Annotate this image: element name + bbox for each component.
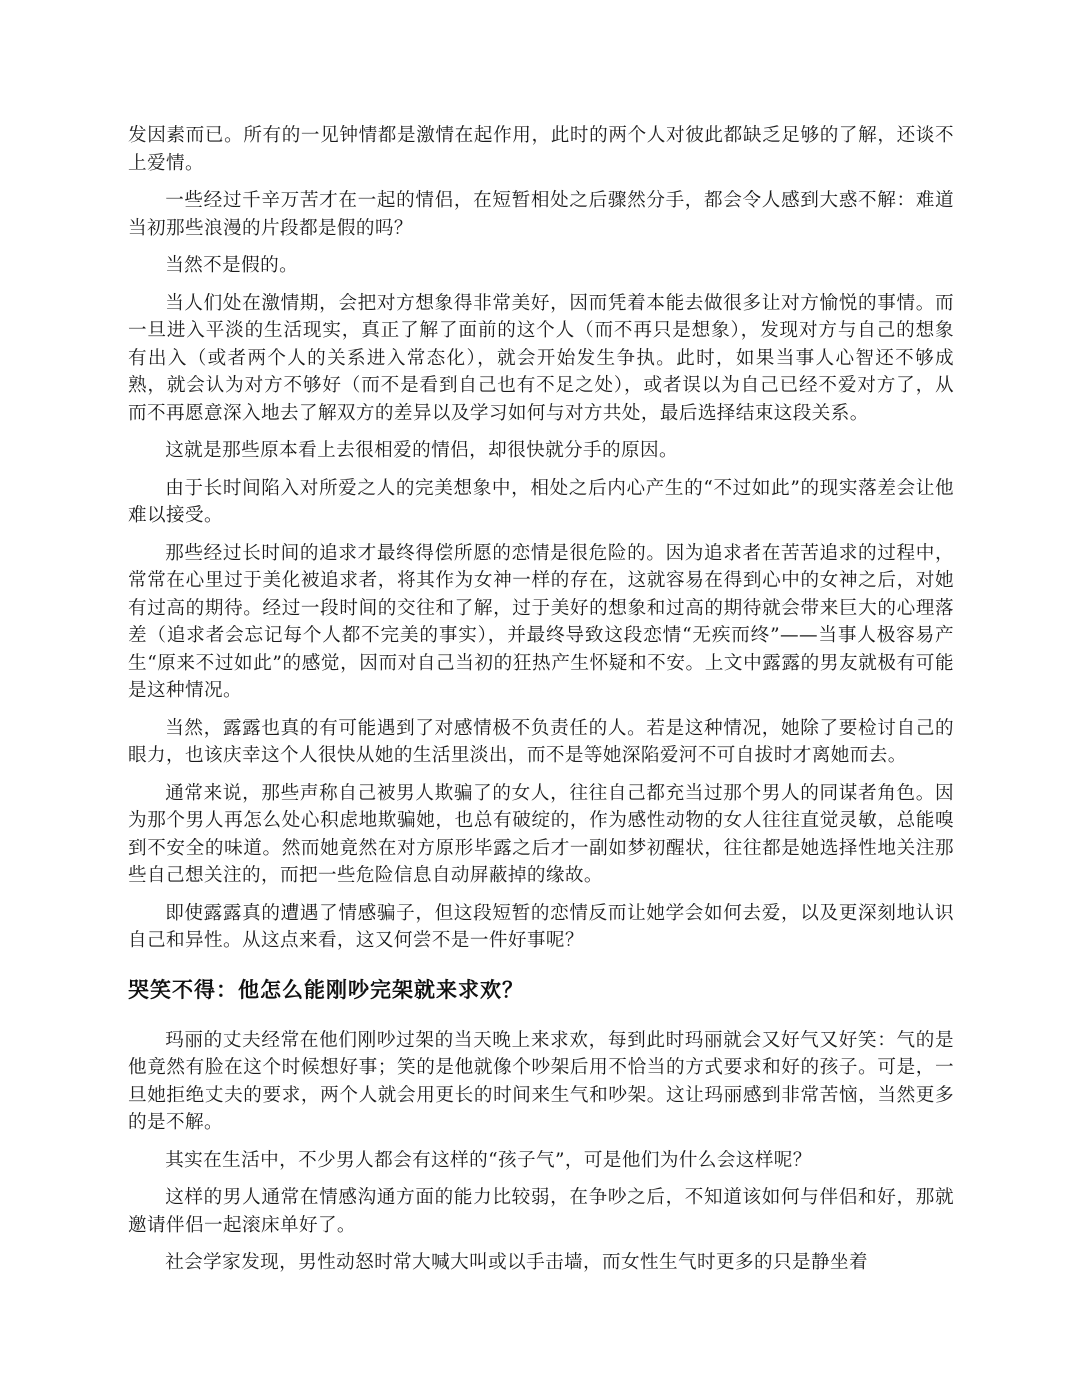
book-page bbox=[128, 122, 954, 1287]
paragraph-continuation: 发因素而已。所有的一见钟情都是激情在起作用，此时的两个人对彼此都缺乏足够的了解，还谈不上爱情。 bbox=[128, 125, 954, 174]
paragraph: 一些经过千辛万苦才在一起的情侣，在短暂相处之后骤然分手，都会令人感到大惑不解：难道当初那些浪漫的片段都是假的吗？ bbox=[128, 190, 954, 239]
paragraph: 这样的男人通常在情感沟通方面的能力比较弱，在争吵之后，不知道该如何与伴侣和好，那就邀请伴侣一起滚床单好了。 bbox=[128, 1187, 954, 1236]
paragraph: 那些经过长时间的追求才最终得偿所愿的恋情是很危险的。因为追求者在苦苦追求的过程中，常常在心里过于美化被追求者，将其作为女神一样的存在，这就容易在得到心中的女神之后，对她有过高的期待。经过一段时间的交往和了解，过于美好的想象和过高的期待就会带来巨大的心理落差（追求者会忘记每个人都不完美的事实），并最终导致这段恋情“无疾而终”——当事人极容易产生“原来不过如此”的感觉，因而对自己当初的狂热产生怀疑和不安。上文中露露的男友就极有可能是这种情况。 bbox=[128, 542, 954, 701]
section-heading: 哭笑不得：他怎么能刚吵完架就来求欢？ bbox=[128, 977, 524, 1002]
paragraph: 通常来说，那些声称自己被男人欺骗了的女人，往往自己都充当过那个男人的同谋者角色。因为那个男人再怎么处心积虑地欺骗她，也总有破绽的，作为感性动物的女人往往直觉灵敏，总能嗅到不安全的味道。然而她竟然在对方原形毕露之后才一副如梦初醒状，往往都是她选择性地关注那些自己想关注的，而把一些危险信息自动屏蔽掉的缘故。 bbox=[128, 782, 954, 886]
paragraph: 当然不是假的。 bbox=[165, 255, 299, 276]
paragraph: 这就是那些原本看上去很相爱的情侣，却很快就分手的原因。 bbox=[165, 440, 679, 461]
paragraph: 当人们处在激情期，会把对方想象得非常美好，因而凭着本能去做很多让对方愉悦的事情。而一旦进入平淡的生活现实，真正了解了面前的这个人（而不再只是想象），发现对方与自己的想象有出入（或者两个人的关系进入常态化），就会开始发生争执。此时，如果当事人心智还不够成熟，就会认为对方不够好（而不是看到自己也有不足之处），或者误以为自己已经不爱对方了，从而不再愿意深入地去了解双方的差异以及学习如何与对方共处，最后选择结束这段关系。 bbox=[128, 292, 954, 424]
paragraph: 其实在生活中，不少男人都会有这样的“孩子气”，可是他们为什么会这样呢？ bbox=[165, 1149, 812, 1171]
paragraph: 玛丽的丈夫经常在他们刚吵过架的当天晚上来求欢，每到此时玛丽就会又好气又好笑：气的是他竟然有脸在这个时候想好事；笑的是他就像个吵架后用不恰当的方式要求和好的孩子。可是，一旦她拒绝丈夫的要求，两个人就会用更长的时间来生气和吵架。这让玛丽感到非常苦恼，当然更多的是不解。 bbox=[128, 1029, 954, 1133]
paragraph: 当然，露露也真的有可能遇到了对感情极不负责任的人。若是这种情况，她除了要检讨自己的眼力，也该庆幸这个人很快从她的生活里淡出，而不是等她深陷爱河不可自拔时才离她而去。 bbox=[128, 717, 954, 766]
paragraph: 由于长时间陷入对所爱之人的完美想象中，相处之后内心产生的“不过如此”的现实落差会让他难以接受。 bbox=[128, 477, 954, 526]
paragraph-cut-off: 社会学家发现，男性动怒时常大喊大叫或以手击墙，而女性生气时更多的只是静坐着 bbox=[165, 1252, 868, 1273]
paragraph: 即使露露真的遭遇了情感骗子，但这段短暂的恋情反而让她学会如何去爱，以及更深刻地认识自己和异性。从这点来看，这又何尝不是一件好事呢？ bbox=[128, 902, 954, 951]
